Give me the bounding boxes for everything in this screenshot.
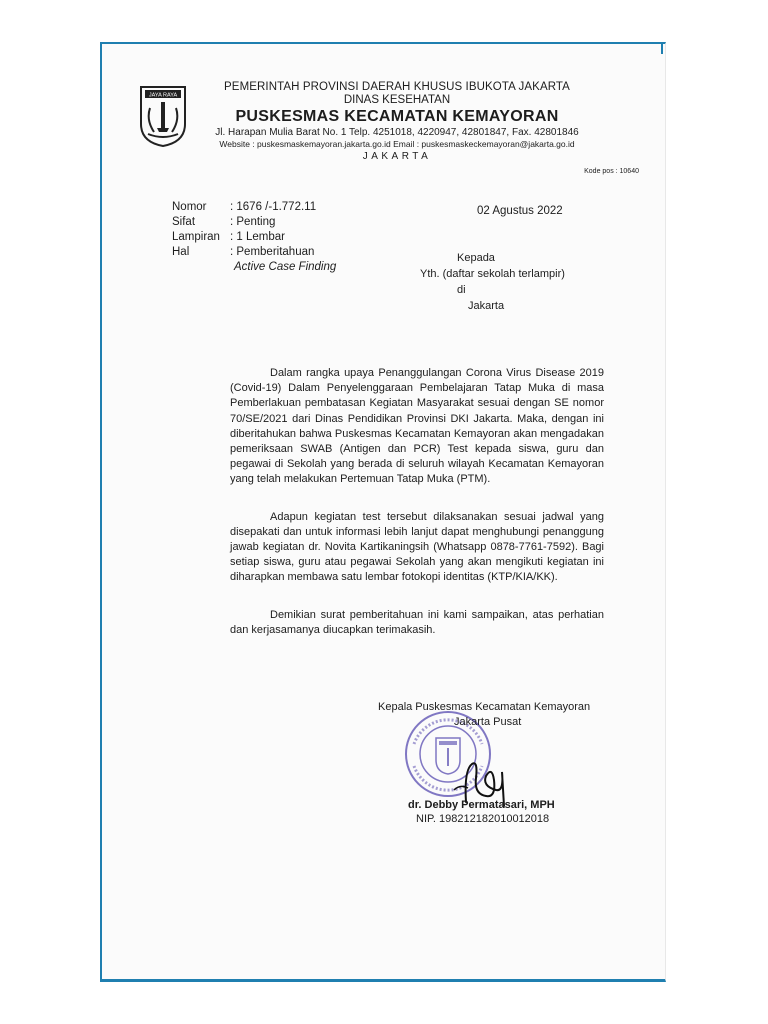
lampiran-value: : 1 Lembar	[230, 231, 285, 243]
lampiran-label: Lampiran	[172, 231, 220, 243]
nomor-value: : 1676 /-1.772.11	[230, 201, 317, 213]
header-institution: PUSKESMAS KECAMATAN KEMAYORAN	[235, 108, 559, 125]
signature-block	[378, 700, 618, 825]
header-government: PEMERINTAH PROVINSI DAERAH KHUSUS IBUKOTA JAKARTA	[224, 81, 570, 93]
letter-page	[100, 42, 666, 982]
sifat-value: : Penting	[230, 216, 276, 228]
page-edge-mark	[661, 44, 663, 54]
recipient-di: di	[457, 284, 466, 296]
header-address: Jl. Harapan Mulia Barat No. 1 Telp. 4251018, 4220947, 42801847, Fax. 42801846	[215, 127, 579, 138]
logo-motto: JAYA RAYA	[148, 92, 178, 99]
postal-code: Kode pos : 10640	[584, 168, 639, 175]
jakarta-emblem-logo	[138, 84, 188, 148]
letter-meta	[172, 200, 336, 275]
header-website-email: Website : puskesmaskemayoran.jakarta.go.id Email : puskesmaskeckemayoran@jakarta.go.id	[219, 139, 575, 149]
recipient-yth: Yth. (daftar sekolah terlampir)	[420, 268, 565, 280]
letterhead	[197, 80, 597, 163]
hal-value: : Pemberitahuan	[230, 246, 315, 258]
hal-subject: Active Case Finding	[234, 261, 337, 273]
header-city: JAKARTA	[362, 151, 432, 162]
recipient-block	[420, 250, 565, 314]
letter-body	[230, 366, 604, 660]
letter-date: 02 Agustus 2022	[477, 205, 563, 217]
recipient-city: Jakarta	[468, 300, 505, 312]
body-paragraph-2: Adapun kegiatan test tersebut dilaksanakan sesuai jadwal yang disepakati dan untuk informasi lebih lanjut dapat menghubungi penanggung jawab kegiatan dr. Novita Kartikaningsih (Whatsapp 0878-7761-7592). Bagi setiap siswa, guru atau pegawai Sekolah yang akan mengikuti kegiatan ini diharapkan membawa satu lembar fotokopi identitas (KTP/KIA/KK).	[230, 510, 604, 584]
signatory-title: Kepala Puskesmas Kecamatan Kemayoran	[378, 701, 591, 713]
body-paragraph-1: Dalam rangka upaya Penanggulangan Corona Virus Disease 2019 (Covid-19) Dalam Penyelenggaraan Pembelajaran Tatap Muka di masa Pemberlakuan pembatasan Kegiatan Masyarakat sesuai dengan SE nomor 70/SE/2021 dari Dinas Pendidikan Provinsi DKI Jakarta. Maka, dengan ini diberitahukan bahwa Puskesmas Kecamatan Kemayoran akan mengadakan pemeriksaan SWAB (Antigen dan PCR) Test kepada siswa, guru dan pegawai di Sekolah yang berada di seluruh wilayah Kecamatan Kemayoran yang telah melakukan Pertemuan Tatap Muka (PTM).	[230, 367, 604, 486]
sifat-label: Sifat	[172, 216, 196, 228]
recipient-kepada: Kepada	[457, 252, 495, 264]
signatory-nip: NIP. 198212182010012018	[416, 813, 550, 825]
body-paragraph-3: Demikian surat pemberitahuan ini kami sampaikan, atas perhatian dan kerjasamanya diucapkan terimakasih.	[230, 608, 604, 636]
signatory-region: Jakarta Pusat	[454, 715, 522, 728]
signatory-name: dr. Debby Permatasari, MPH	[408, 799, 555, 811]
header-department: DINAS KESEHATAN	[343, 94, 451, 106]
nomor-label: Nomor	[172, 201, 207, 213]
hal-label: Hal	[172, 246, 190, 258]
